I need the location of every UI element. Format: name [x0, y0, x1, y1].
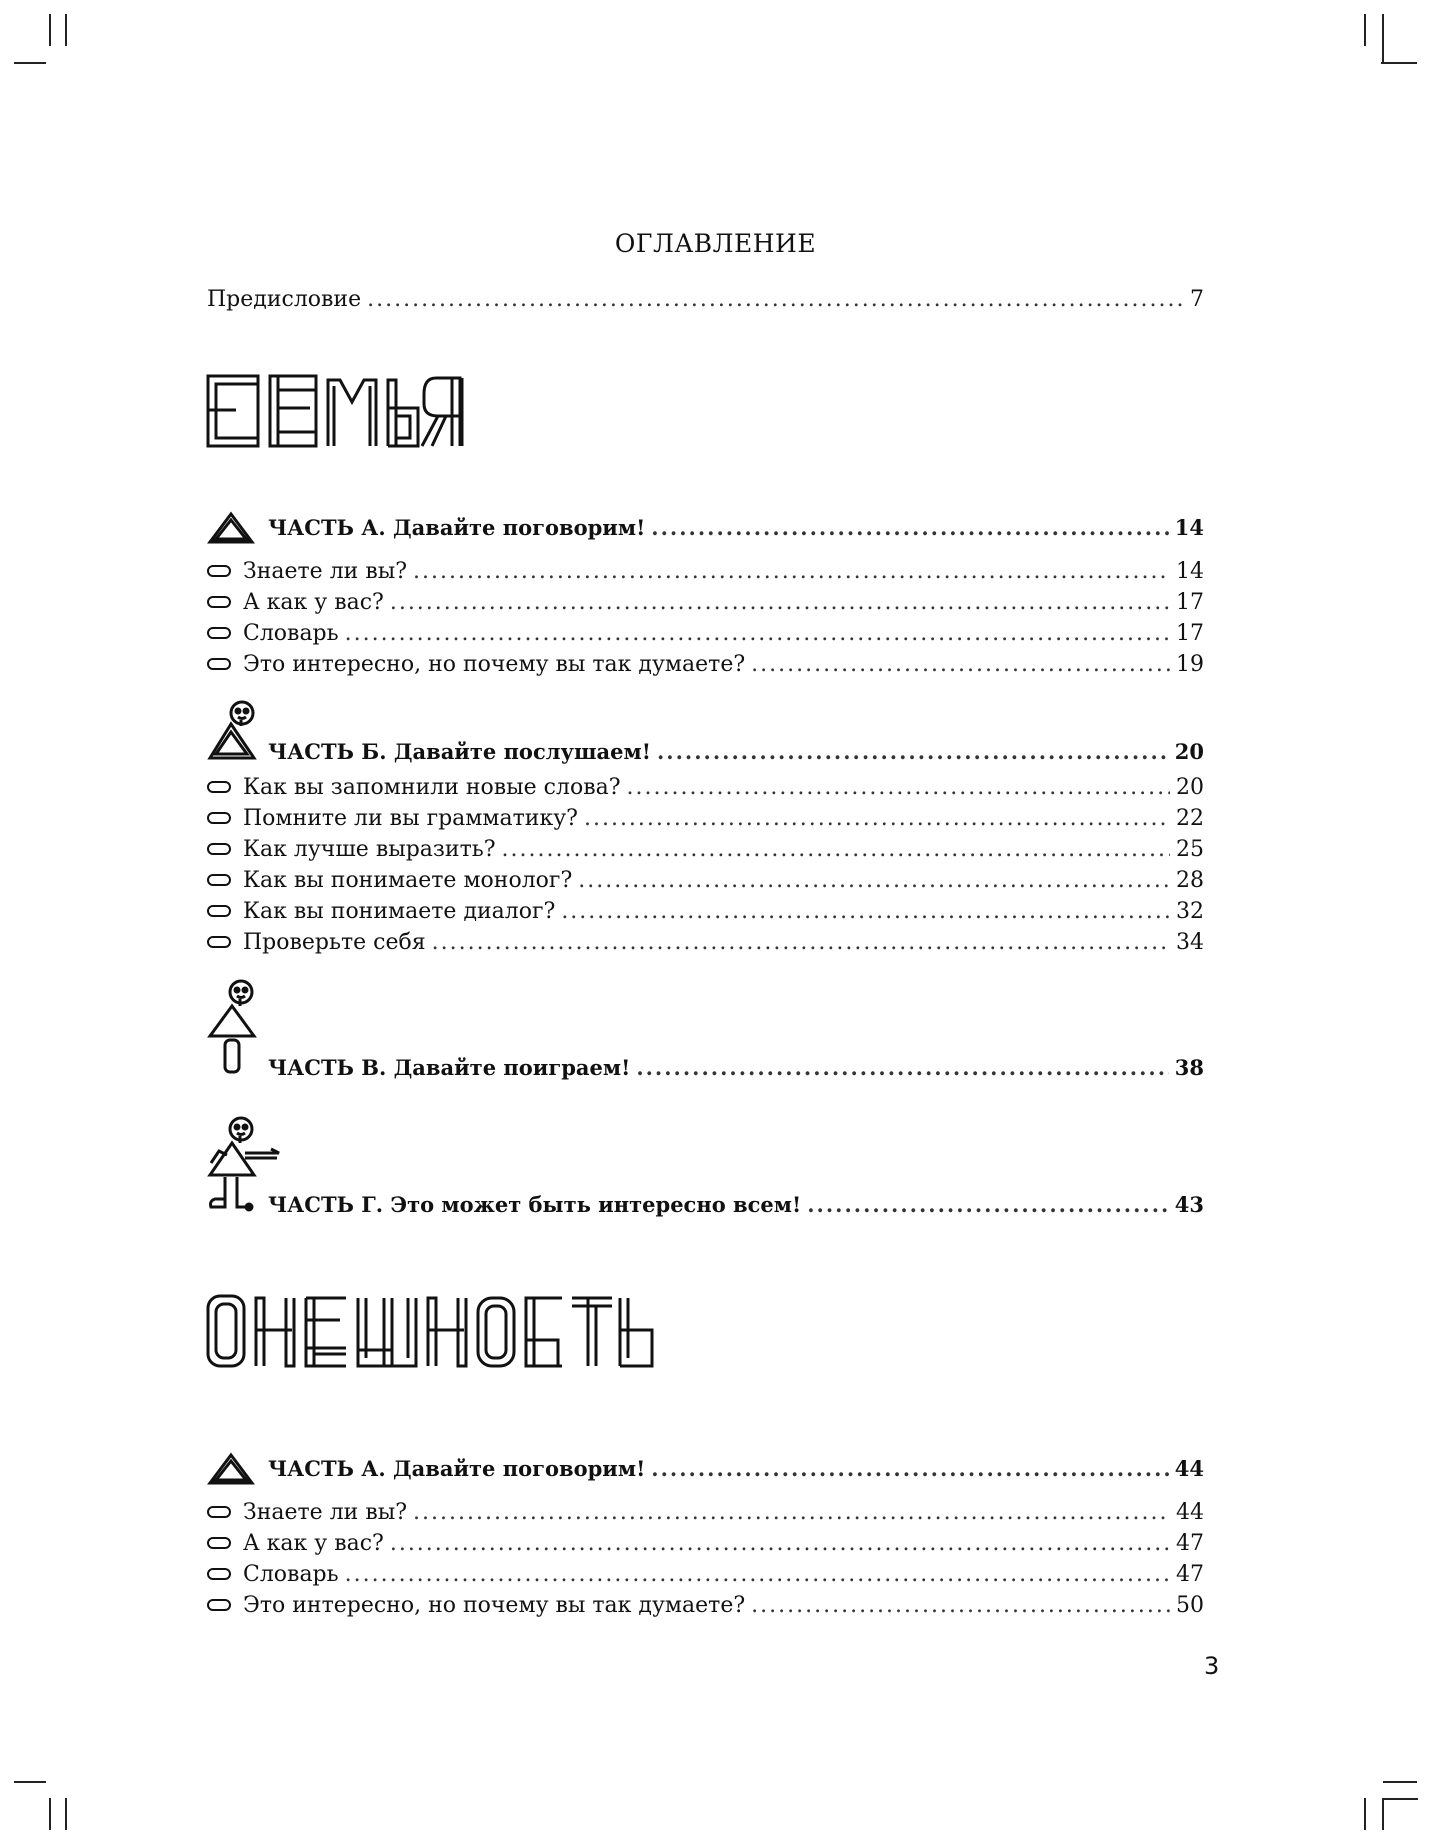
leader-dots	[651, 1453, 1168, 1485]
oval-bullet-icon	[207, 843, 231, 855]
leader-dots	[627, 772, 1170, 804]
toc-page-number: 7	[1190, 287, 1204, 312]
crop-mark	[1382, 1798, 1418, 1800]
toc-entry[interactable]	[207, 587, 1204, 619]
toc-entry-label: ЧАСТЬ В. Давайте поиграем!	[268, 1055, 631, 1080]
toc-part-v-family[interactable]	[207, 1052, 1204, 1084]
toc-page-number: 44	[1174, 1456, 1204, 1481]
leader-dots	[584, 803, 1170, 835]
oval-bullet-icon	[207, 905, 231, 917]
crop-mark	[1382, 14, 1384, 62]
toc-entry-label: Словарь	[243, 1562, 339, 1587]
leader-dots	[578, 865, 1170, 897]
toc-entry[interactable]	[207, 556, 1204, 588]
oval-bullet-icon	[207, 812, 231, 824]
toc-entry-label: Как лучше выразить?	[243, 837, 496, 862]
crop-mark	[14, 62, 46, 64]
leader-dots	[390, 1528, 1170, 1560]
toc-page-number: 47	[1176, 1562, 1204, 1587]
leader-dots	[636, 1052, 1168, 1084]
leader-dots	[751, 1590, 1170, 1622]
leader-dots	[651, 512, 1168, 544]
toc-entry[interactable]	[207, 1590, 1204, 1622]
toc-entry[interactable]	[207, 1559, 1204, 1591]
crop-mark	[1364, 1798, 1366, 1830]
crop-mark	[49, 1798, 51, 1830]
toc-page-number: 38	[1174, 1055, 1204, 1080]
crop-mark	[1381, 62, 1417, 64]
toc-entry-label: Предисловие	[207, 287, 362, 312]
toc-entry-label: А как у вас?	[243, 1531, 384, 1556]
toc-entry-label: Это интересно, но почему вы так думаете?	[243, 1593, 746, 1618]
leader-dots	[413, 1497, 1170, 1529]
toc-page-number: 14	[1174, 515, 1204, 540]
toc-page-number: 44	[1176, 1500, 1204, 1525]
oval-bullet-icon	[207, 1599, 231, 1611]
oval-bullet-icon	[207, 658, 231, 670]
toc-entry[interactable]	[207, 834, 1204, 866]
toc-part-a-appearance[interactable]	[207, 1453, 1204, 1485]
toc-entry-label: Проверьте себя	[243, 930, 426, 955]
toc-entry-label: Словарь	[243, 621, 339, 646]
toc-entry[interactable]	[207, 896, 1204, 928]
crop-mark	[65, 14, 67, 46]
toc-page-number: 20	[1176, 775, 1204, 800]
leader-dots	[390, 587, 1170, 619]
leader-dots	[561, 896, 1170, 928]
toc-page-number: 17	[1176, 621, 1204, 646]
toc-part-g-family[interactable]	[207, 1189, 1204, 1221]
toc-page-number: 19	[1176, 652, 1204, 677]
toc-page-number: 28	[1176, 868, 1204, 893]
toc-page-number: 32	[1176, 899, 1204, 924]
oval-bullet-icon	[207, 565, 231, 577]
oval-bullet-icon	[207, 596, 231, 608]
toc-entry-label: Помните ли вы грамматику?	[243, 806, 578, 831]
oval-bullet-icon	[207, 781, 231, 793]
toc-entry-label: А как у вас?	[243, 590, 384, 615]
leader-dots	[413, 556, 1170, 588]
toc-entry-preface[interactable]	[207, 284, 1204, 316]
toc-part-b-family[interactable]	[207, 736, 1204, 768]
section-heading-semya	[206, 372, 516, 452]
toc-page-number: 25	[1176, 837, 1204, 862]
leader-dots	[502, 834, 1170, 866]
page-title: ОГЛАВЛЕНИЕ	[614, 229, 817, 258]
toc-page-number: 47	[1176, 1531, 1204, 1556]
toc-part-a-family[interactable]	[207, 512, 1204, 544]
leader-dots	[345, 618, 1170, 650]
oval-bullet-icon	[207, 874, 231, 886]
leader-dots	[367, 284, 1184, 316]
toc-entry[interactable]	[207, 649, 1204, 681]
toc-entry-label: Знаете ли вы?	[243, 559, 408, 584]
crop-mark	[1382, 1798, 1384, 1830]
leader-dots	[345, 1559, 1170, 1591]
crop-mark	[1383, 1781, 1417, 1783]
toc-page-number: 22	[1176, 806, 1204, 831]
crop-mark	[1364, 14, 1366, 46]
toc-entry[interactable]	[207, 772, 1204, 804]
crop-mark	[49, 14, 51, 46]
oval-bullet-icon	[207, 627, 231, 639]
toc-entry[interactable]	[207, 1497, 1204, 1529]
toc-entry[interactable]	[207, 1528, 1204, 1560]
toc-entry-label: ЧАСТЬ А. Давайте поговорим!	[268, 1456, 646, 1481]
oval-bullet-icon	[207, 1568, 231, 1580]
toc-page-number: 43	[1174, 1192, 1204, 1217]
toc-entry-label: Знаете ли вы?	[243, 1500, 408, 1525]
toc-entry[interactable]	[207, 927, 1204, 959]
page-number: 3	[1204, 1652, 1220, 1680]
toc-entry-label: ЧАСТЬ Г. Это может быть интересно всем!	[268, 1192, 802, 1217]
leader-dots	[807, 1189, 1169, 1221]
oval-bullet-icon	[207, 1537, 231, 1549]
toc-page-number: 14	[1176, 559, 1204, 584]
leader-dots	[751, 649, 1170, 681]
crop-mark	[65, 1798, 67, 1830]
toc-entry-label: Как вы понимаете монолог?	[243, 868, 573, 893]
toc-entry-label: ЧАСТЬ А. Давайте поговорим!	[268, 515, 646, 540]
oval-bullet-icon	[207, 1506, 231, 1518]
leader-dots	[657, 736, 1169, 768]
oval-bullet-icon	[207, 936, 231, 948]
crop-mark	[14, 1781, 46, 1783]
toc-page-number: 20	[1174, 739, 1204, 764]
toc-entry[interactable]	[207, 803, 1204, 835]
toc-entry[interactable]	[207, 618, 1204, 650]
toc-entry-label: Как вы понимаете диалог?	[243, 899, 556, 924]
toc-entry-label: ЧАСТЬ Б. Давайте послушаем!	[268, 739, 651, 764]
leader-dots	[432, 927, 1170, 959]
toc-page-number: 17	[1176, 590, 1204, 615]
toc-page-number: 50	[1176, 1593, 1204, 1618]
section-heading-vneshnost	[206, 1292, 656, 1372]
toc-entry[interactable]	[207, 865, 1204, 897]
toc-entry-label: Как вы запомнили новые слова?	[243, 775, 621, 800]
toc-page-number: 34	[1176, 930, 1204, 955]
toc-entry-label: Это интересно, но почему вы так думаете?	[243, 652, 746, 677]
